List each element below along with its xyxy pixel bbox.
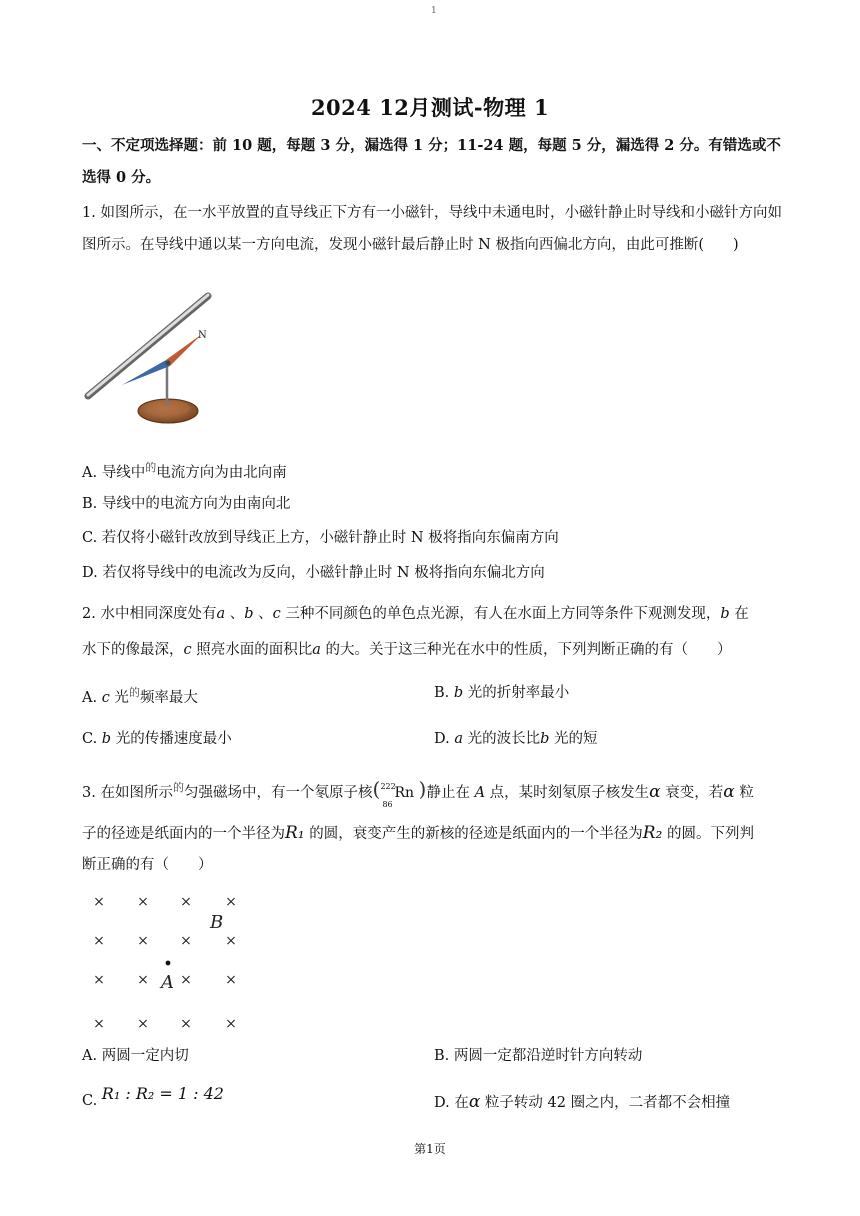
page-title: 2024 12月测试-物理 1 xyxy=(310,95,550,120)
nuclide-rn-222: ( 222 86 Rn ) xyxy=(372,776,427,809)
page-footer: 第1页 xyxy=(414,1142,446,1156)
field-cross: × xyxy=(180,933,192,949)
point-a-dot xyxy=(166,961,171,966)
field-cross: × xyxy=(93,894,105,910)
q3-option-d[interactable]: D. 在α 粒子转动 42 圈之内，二者都不会相撞 xyxy=(434,1092,731,1112)
q3-option-c[interactable]: C. R₁ : R₂ = 1 : 42 xyxy=(82,1084,224,1109)
q2-option-b[interactable]: B. b 光的折射率最小 xyxy=(434,685,570,701)
q1-option-d[interactable]: D. 若仅将导线中的电流改为反向，小磁针静止时 N 极将指向东偏北方向 xyxy=(82,565,545,581)
field-cross: × xyxy=(93,1016,105,1032)
q1-option-b[interactable]: B. 导线中的电流方向为由南向北 xyxy=(82,496,291,512)
field-cross: × xyxy=(137,894,149,910)
point-a-label: A xyxy=(161,972,174,993)
q3-stem-line3: 断正确的有（ ） xyxy=(82,857,213,873)
q1-option-c[interactable]: C. 若仅将小磁针改放到导线正上方，小磁针静止时 N 极将指向东偏南方向 xyxy=(82,530,559,546)
field-cross: × xyxy=(180,972,192,988)
field-cross: × xyxy=(225,894,237,910)
q3-option-a[interactable]: A. 两圆一定内切 xyxy=(82,1048,189,1064)
field-cross: × xyxy=(93,933,105,949)
needle-north xyxy=(166,334,202,366)
field-cross: × xyxy=(93,972,105,988)
q3-stem-line2: 子的径迹是纸面内的一个半径为R₁ 的圆，衰变产生的新核的径迹是纸面内的一个半径为R₂ 的圆。下列判 xyxy=(82,823,754,843)
q3-option-b[interactable]: B. 两圆一定都沿逆时针方向转动 xyxy=(434,1048,643,1064)
q1-option-a[interactable]: A. 导线中$^的$电流方向为由北向南 xyxy=(82,461,287,481)
field-cross: × xyxy=(225,933,237,949)
header-mark: 1 xyxy=(431,6,437,16)
compass-wire-figure xyxy=(82,288,222,438)
field-cross: × xyxy=(137,972,149,988)
field-cross: × xyxy=(225,1016,237,1032)
field-cross: × xyxy=(180,1016,192,1032)
q2-option-d[interactable]: D. a 光的波长比b 光的短 xyxy=(434,731,598,747)
q2-option-a[interactable]: A. c 光$^的$频率最大 xyxy=(82,686,198,706)
field-cross: × xyxy=(137,933,149,949)
field-cross: × xyxy=(180,894,192,910)
q2-stem-line2: 水下的像最深，c 照亮水面的面积比a 的大。关于这三种光在水中的性质，下列判断正确的有（ ） xyxy=(82,642,732,658)
field-cross: × xyxy=(225,972,237,988)
field-label-b: B xyxy=(210,912,224,933)
magnetic-field-figure xyxy=(82,886,262,1036)
q1-stem: 1. 如图所示，在一水平放置的直导线正下方有一小磁针，导线中未通电时，小磁针静止时导线和小磁针方向如图所示。在导线中通以某一方向电流，发现小磁针最后静止时 N 极指向西偏北方向，由此可推断( ) xyxy=(82,205,782,253)
north-label: N xyxy=(198,330,207,341)
q2-stem-line1: 2. 水中相同深度处有a 、b 、c 三种不同颜色的单色点光源，有人在水面上方同等条件下观测发现，b 在 xyxy=(82,606,749,622)
section-heading: 一、不定项选择题：前 10 题，每题 3 分，漏选得 1 分；11-24 题，每题 5 分，漏选得 2 分。有错选或不选得 0 分。 xyxy=(82,137,781,186)
q2-option-c[interactable]: C. b 光的传播速度最小 xyxy=(82,731,232,747)
field-cross: × xyxy=(137,1016,149,1032)
q3-stem-line1: 3. 在如图所示$^的$匀强磁场中，有一个氡原子核 ( 222 86 Rn ) 静止在 A 点，某时刻氡原子核发生α 衰变，若α 粒 xyxy=(82,776,754,809)
